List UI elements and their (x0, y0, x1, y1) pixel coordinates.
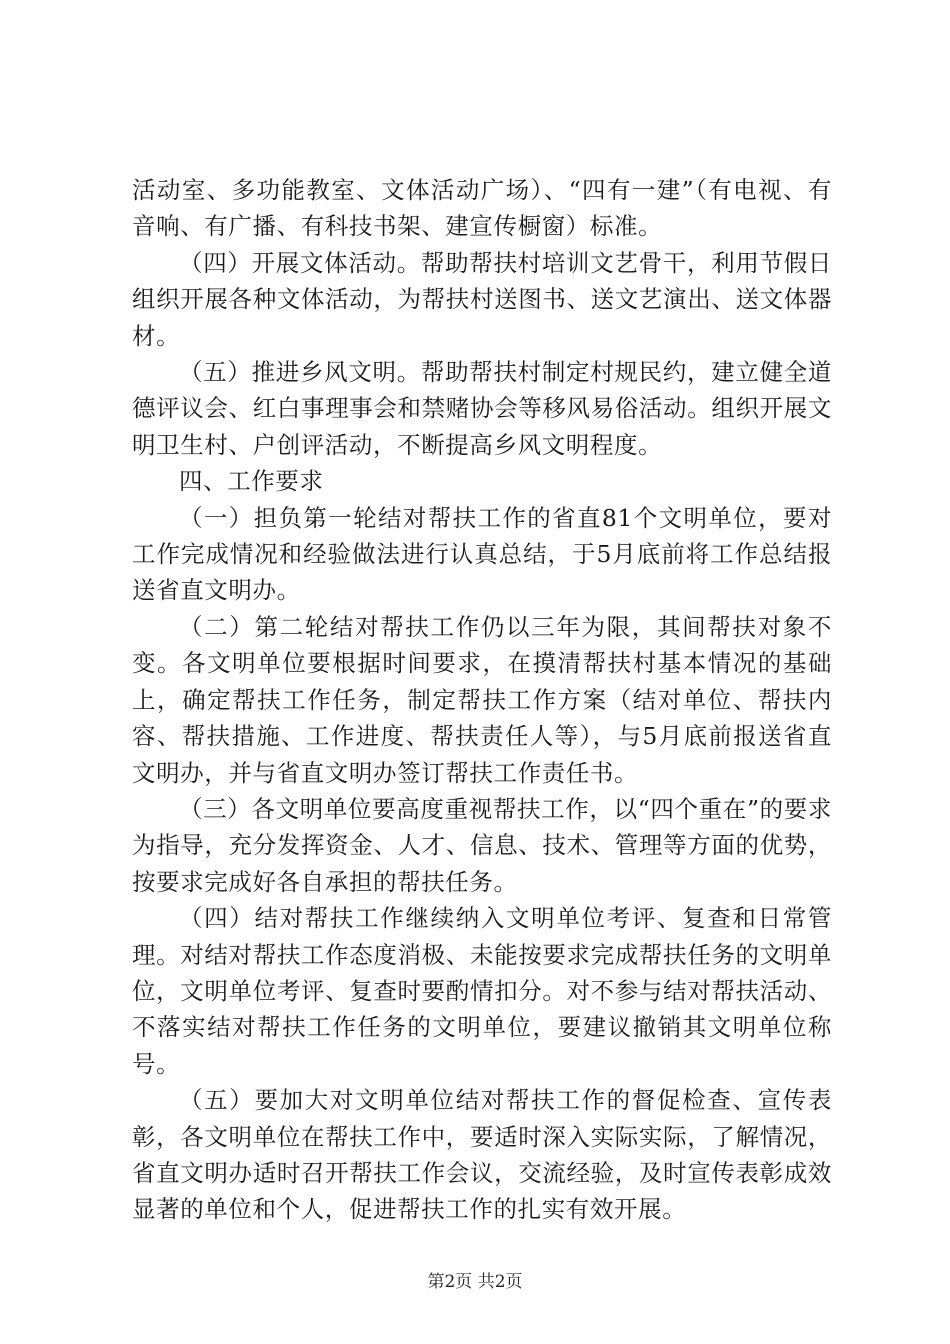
document-body (132, 172, 832, 1228)
section-heading-work-requirements: 四、工作要求 (179, 467, 324, 496)
paragraph-continuation: 活动室、多功能教室、文体活动广场）、“四有一建”（有电视、有音响、有广播、有科技书架、建宣传橱窗）标准。 (132, 176, 832, 241)
paragraph-item-4-cultural-activities: （四）开展文体活动。帮助帮扶村培训文艺骨干，利用节假日组织开展各种文体活动，为帮扶村送图书、送文艺演出、送文体器材。 (132, 248, 832, 350)
page-footer: 第2页 共2页 (427, 1272, 523, 1292)
paragraph-requirement-3: （三）各文明单位要高度重视帮扶工作，以“四个重在”的要求为指导，充分发挥资金、人才、信息、技术、管理等方面的优势，按要求完成好各自承担的帮扶任务。 (132, 794, 832, 896)
paragraph-requirement-1: （一）担负第一轮结对帮扶工作的省直81个文明单位，要对工作完成情况和经验做法进行认真总结，于5月底前将工作总结报送省直文明办。 (132, 503, 832, 605)
paragraph-item-5-rural-civilization: （五）推进乡风文明。帮助帮扶村制定村规民约，建立健全道德评议会、红白事理事会和禁赌协会等移风易俗活动。组织开展文明卫生村、户创评活动，不断提高乡风文明程度。 (132, 358, 832, 459)
paragraph-requirement-2: （二）第二轮结对帮扶工作仍以三年为限，其间帮扶对象不变。各文明单位要根据时间要求，在摸清帮扶村基本情况的基础上，确定帮扶工作任务，制定帮扶工作方案（结对单位、帮扶内容、帮扶措施、工作进度、帮扶责任人等），与5月底前报送省直文明办，并与省直文明办签订帮扶工作责任书。 (132, 612, 832, 787)
paragraph-requirement-5: （五）要加大对文明单位结对帮扶工作的督促检查、宣传表彰，各文明单位在帮扶工作中，要适时深入实际实际，了解情况，省直文明办适时召开帮扶工作会议，交流经验，及时宣传表彰成效显著的单位和个人，促进帮扶工作的扎实有效开展。 (132, 1086, 832, 1224)
paragraph-requirement-4: （四）结对帮扶工作继续纳入文明单位考评、复查和日常管理。对结对帮扶工作态度消极、未能按要求完成帮扶任务的文明单位，文明单位考评、复查时要酌情扣分。对不参与结对帮扶活动、不落实结对帮扶工作任务的文明单位，要建议撤销其文明单位称号。 (132, 904, 832, 1078)
